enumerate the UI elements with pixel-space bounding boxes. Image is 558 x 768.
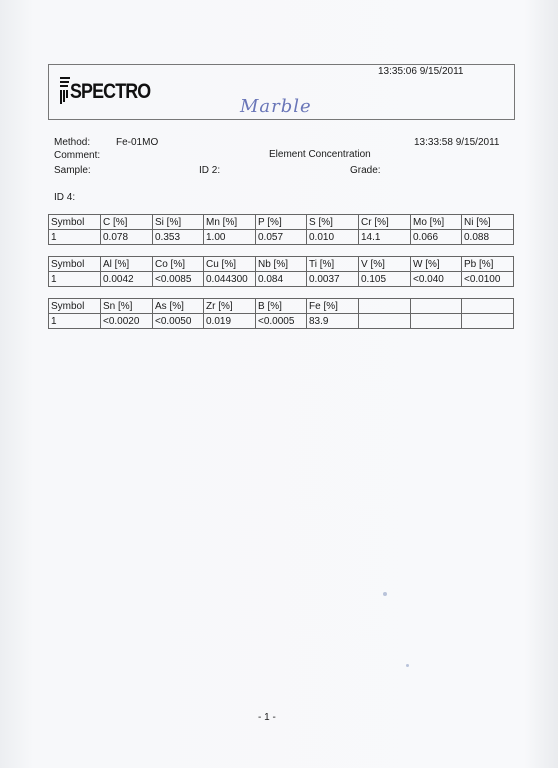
value-cell: 0.088 bbox=[462, 230, 514, 245]
handwritten-note: Marble bbox=[240, 96, 312, 117]
header-cell: B [%] bbox=[256, 299, 307, 314]
print-timestamp: 13:35:06 9/15/2011 bbox=[378, 66, 464, 77]
table-header-row bbox=[49, 299, 514, 314]
table-row bbox=[49, 272, 514, 287]
header-cell: Symbol bbox=[49, 257, 101, 272]
header-cell: C [%] bbox=[101, 215, 153, 230]
header-cell: P [%] bbox=[256, 215, 307, 230]
header-cell: Pb [%] bbox=[462, 257, 514, 272]
header-cell: Ti [%] bbox=[307, 257, 359, 272]
method-value: Fe-01MO bbox=[116, 137, 159, 148]
value-cell: 83.9 bbox=[307, 314, 359, 329]
value-cell: 14.1 bbox=[359, 230, 411, 245]
page-number: - 1 - bbox=[258, 712, 276, 723]
value-cell: 1.00 bbox=[204, 230, 256, 245]
header-cell: Fe [%] bbox=[307, 299, 359, 314]
value-cell: 0.057 bbox=[256, 230, 307, 245]
sample-label: Sample: bbox=[54, 165, 91, 176]
header-cell bbox=[462, 299, 514, 314]
header-cell: As [%] bbox=[153, 299, 204, 314]
value-cell: 0.084 bbox=[256, 272, 307, 287]
grade-label: Grade: bbox=[350, 165, 381, 176]
value-cell: 0.019 bbox=[204, 314, 256, 329]
header-cell: Nb [%] bbox=[256, 257, 307, 272]
header-cell: V [%] bbox=[359, 257, 411, 272]
header-cell: Sn [%] bbox=[101, 299, 153, 314]
concentration-table-2 bbox=[48, 256, 514, 287]
header-cell: Ni [%] bbox=[462, 215, 514, 230]
header-cell: Symbol bbox=[49, 299, 101, 314]
value-cell bbox=[462, 314, 514, 329]
value-cell: 0.105 bbox=[359, 272, 411, 287]
concentration-table-1 bbox=[48, 214, 514, 245]
table-row bbox=[49, 230, 514, 245]
value-cell: 0.0037 bbox=[307, 272, 359, 287]
id4-label: ID 4: bbox=[54, 192, 76, 203]
table-header-row bbox=[49, 257, 514, 272]
header-cell: Zr [%] bbox=[204, 299, 256, 314]
value-cell: 0.0042 bbox=[101, 272, 153, 287]
value-cell: 0.078 bbox=[101, 230, 153, 245]
value-cell: 0.010 bbox=[307, 230, 359, 245]
method-label: Method: bbox=[54, 137, 91, 148]
value-cell: 1 bbox=[49, 272, 101, 287]
value-cell: <0.040 bbox=[411, 272, 462, 287]
header-cell: W [%] bbox=[411, 257, 462, 272]
ink-speck bbox=[406, 664, 409, 667]
header-cell: Symbol bbox=[49, 215, 101, 230]
value-cell: 0.044300 bbox=[204, 272, 256, 287]
table-header-row bbox=[49, 215, 514, 230]
value-cell: <0.0100 bbox=[462, 272, 514, 287]
header-cell: Mo [%] bbox=[411, 215, 462, 230]
measure-timestamp: 13:33:58 9/15/2011 bbox=[414, 137, 500, 148]
value-cell: 1 bbox=[49, 230, 101, 245]
value-cell: 0.066 bbox=[411, 230, 462, 245]
value-cell bbox=[411, 314, 462, 329]
spectro-logo bbox=[58, 74, 158, 110]
header-cell: Cr [%] bbox=[359, 215, 411, 230]
id2-label: ID 2: bbox=[199, 165, 221, 176]
report-title: Element Concentration bbox=[269, 149, 371, 160]
concentration-table-3 bbox=[48, 298, 514, 329]
value-cell: <0.0085 bbox=[153, 272, 204, 287]
value-cell: <0.0050 bbox=[153, 314, 204, 329]
header-cell: Si [%] bbox=[153, 215, 204, 230]
header-cell: S [%] bbox=[307, 215, 359, 230]
comment-label: Comment: bbox=[54, 150, 101, 161]
value-cell: <0.0005 bbox=[256, 314, 307, 329]
logo-text: SPECTRO bbox=[70, 80, 151, 103]
value-cell: <0.0020 bbox=[101, 314, 153, 329]
value-cell: 1 bbox=[49, 314, 101, 329]
header-cell bbox=[411, 299, 462, 314]
value-cell: 0.353 bbox=[153, 230, 204, 245]
ink-speck bbox=[383, 592, 387, 596]
header-cell bbox=[359, 299, 411, 314]
header-cell: Mn [%] bbox=[204, 215, 256, 230]
header-cell: Al [%] bbox=[101, 257, 153, 272]
header-cell: Co [%] bbox=[153, 257, 204, 272]
header-cell: Cu [%] bbox=[204, 257, 256, 272]
value-cell bbox=[359, 314, 411, 329]
table-row bbox=[49, 314, 514, 329]
